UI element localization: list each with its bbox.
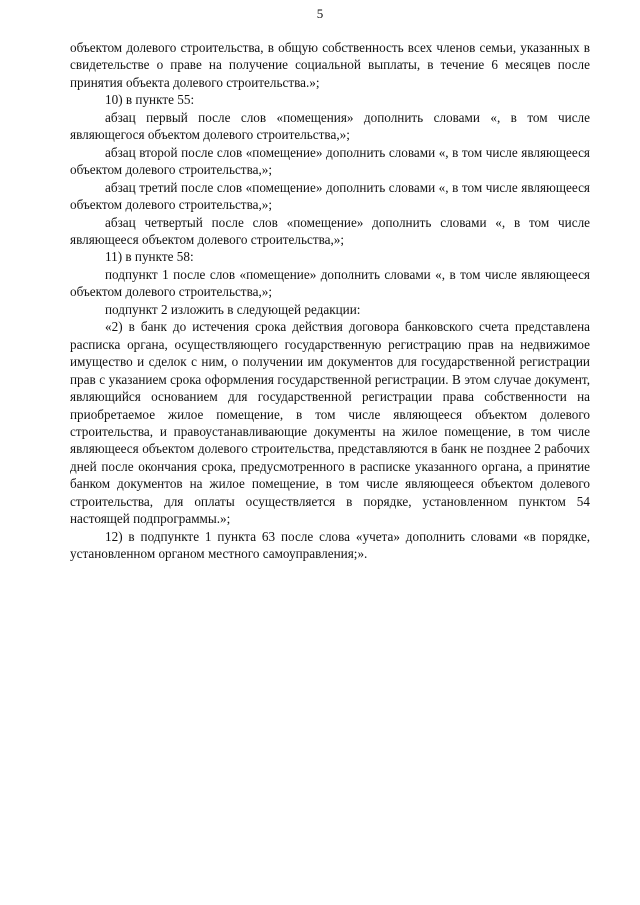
paragraph: абзац третий после слов «помещение» дополнить словами «, в том числе являющееся объектом долевого строительства,»;	[70, 179, 590, 213]
paragraph: 10) в пункте 55:	[105, 92, 195, 108]
paragraph: 12) в подпункте 1 пункта 63 после слова «учета» дополнить словами «в порядке, установленном органом местного самоуправления;».	[70, 528, 590, 562]
paragraph: абзац четвертый после слов «помещение» дополнить словами «, в том числе являющееся объектом долевого строительства,»;	[70, 214, 590, 247]
paragraph: абзац первый после слов «помещения» дополнить словами «, в том числе являющегося объектом долевого строительства,»;	[70, 109, 590, 143]
page-number: 5	[316, 6, 324, 21]
paragraph: объектом долевого строительства, в общую собственность всех членов семьи, указанных в свидетельстве о праве на получение социальной выплаты, в течение 6 месяцев после принятия объекта долевого строительства.»;	[70, 40, 590, 90]
paragraph: «2) в банк до истечения срока действия договора банковского счета представлена расписка органа, осуществляющего государственную регистрацию прав на недвижимое имущество и сделок с ним, о получении им документов для государственной регистрации прав с указанием срока оформления государственной регистрации. В этом случае документ, являющийся основанием для государственной регистрации права собственности на приобретаемое жилое помещение, в том числе являющееся объектом долевого строительства, и правоустанавливающие документы на жилое помещение, в том числе являющееся объектом долевого строительства, представляются в банк не позднее 2 рабочих дней после окончания срока, предусмотренного в расписке указанного органа, а принятие банком документов на жилое помещение, в том числе являющееся объектом долевого строительства, для оплаты осуществляется в порядке, установленном пунктом 54 настоящей подпрограммы.»;	[70, 319, 590, 527]
document-body	[70, 39, 590, 563]
paragraph: абзац второй после слов «помещение» дополнить словами «, в том числе являющееся объектом долевого строительства,»;	[70, 144, 590, 178]
paragraph: подпункт 1 после слов «помещение» дополнить словами «, в том числе являющееся объектом долевого строительства,»;	[70, 266, 590, 300]
paragraph: 11) в пункте 58:	[105, 249, 194, 265]
paragraph: подпункт 2 изложить в следующей редакции:	[105, 301, 361, 317]
